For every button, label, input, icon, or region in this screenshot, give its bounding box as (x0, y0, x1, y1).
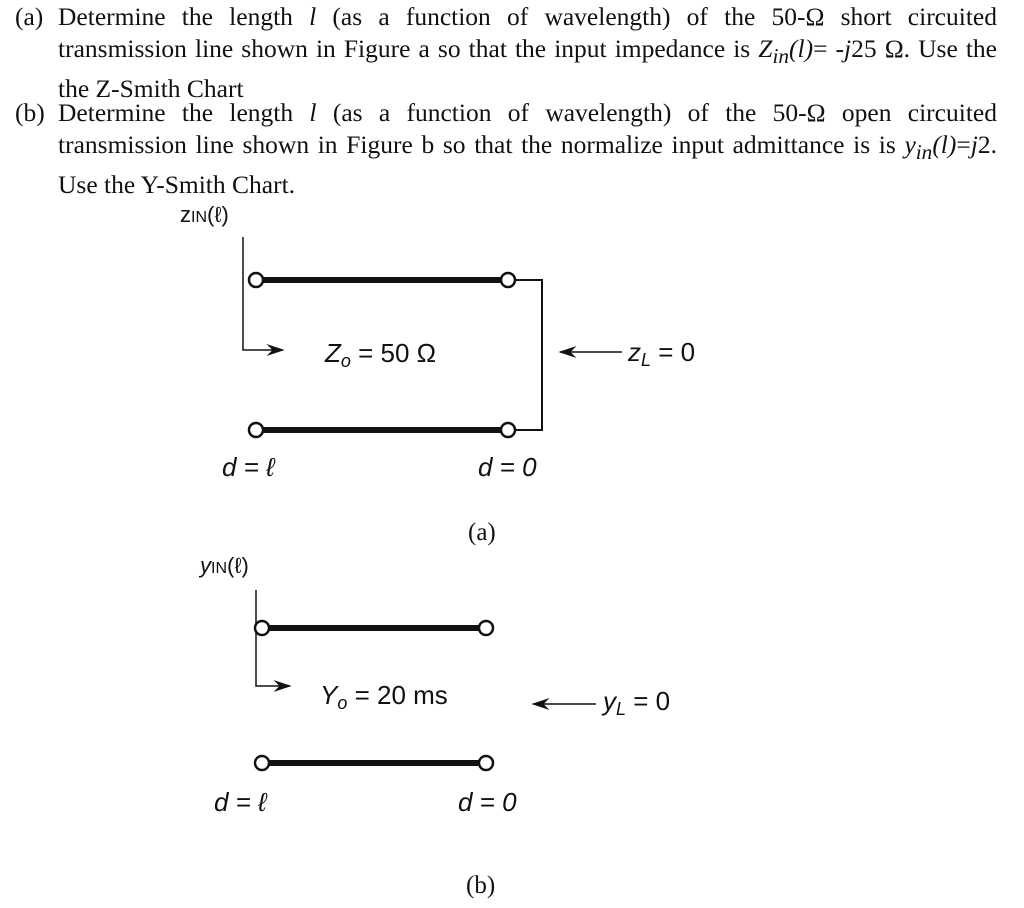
zin-arg: (l) (789, 34, 814, 64)
text: Determine the length (58, 98, 310, 127)
question-b-label: (b) (15, 98, 45, 127)
figure-a (180, 202, 695, 546)
text: = (956, 130, 971, 160)
terminal (479, 621, 493, 635)
short-circuit-wire (514, 280, 542, 430)
terminal (479, 756, 493, 770)
yin-arg: (l) (932, 130, 957, 160)
terminal (249, 423, 263, 437)
d-left-label: d = ℓ (222, 452, 275, 482)
text: 2. Use the Y-Smith Chart. (58, 130, 997, 199)
yin-symbol: y (904, 130, 916, 160)
d-right-label: d = 0 (478, 452, 537, 482)
text: 25 Ω. Use the the Z-Smith Chart (58, 34, 997, 103)
question-a-label: (a) (15, 2, 44, 31)
terminal (501, 423, 515, 437)
j-symbol: j (970, 130, 978, 160)
zin-symbol: Z (758, 34, 773, 64)
zl-label: zL = 0 (628, 337, 696, 370)
y0-label: Yo = 20 ms (320, 680, 448, 713)
zin-label: zIN(ℓ) (180, 202, 229, 227)
figure-a-caption: (a) (468, 519, 496, 546)
terminal (255, 756, 269, 770)
yl-label: yL = 0 (603, 686, 671, 719)
terminal (501, 273, 515, 287)
text: (as a function of wavelength) of the 50-Ω open circuited transmission line shown in Figure b so that the normalize input admittance is is (58, 98, 997, 160)
d-left-label: d = ℓ (214, 787, 267, 817)
figure-b (198, 553, 670, 899)
d-right-label: d = 0 (458, 787, 517, 817)
zin-sub: in (772, 44, 790, 69)
var-l: l (309, 98, 317, 127)
j-symbol: j (844, 34, 852, 64)
figure-b-caption: (b) (466, 872, 496, 899)
input-arrow (256, 590, 290, 686)
text: Determine the length (58, 2, 310, 31)
terminal (249, 273, 263, 287)
text: = - (813, 34, 845, 64)
terminal (255, 621, 269, 635)
yin-label: yIN(ℓ) (200, 553, 249, 578)
input-arrow (243, 237, 283, 350)
z0-label: Zo = 50 Ω (325, 338, 437, 371)
yin-sub: in (915, 140, 933, 165)
var-l: l (309, 2, 317, 31)
text: (as a function of wavelength) of the 50-Ω short circuited transmission line shown in Figure a so that the input impedance is (58, 2, 997, 64)
